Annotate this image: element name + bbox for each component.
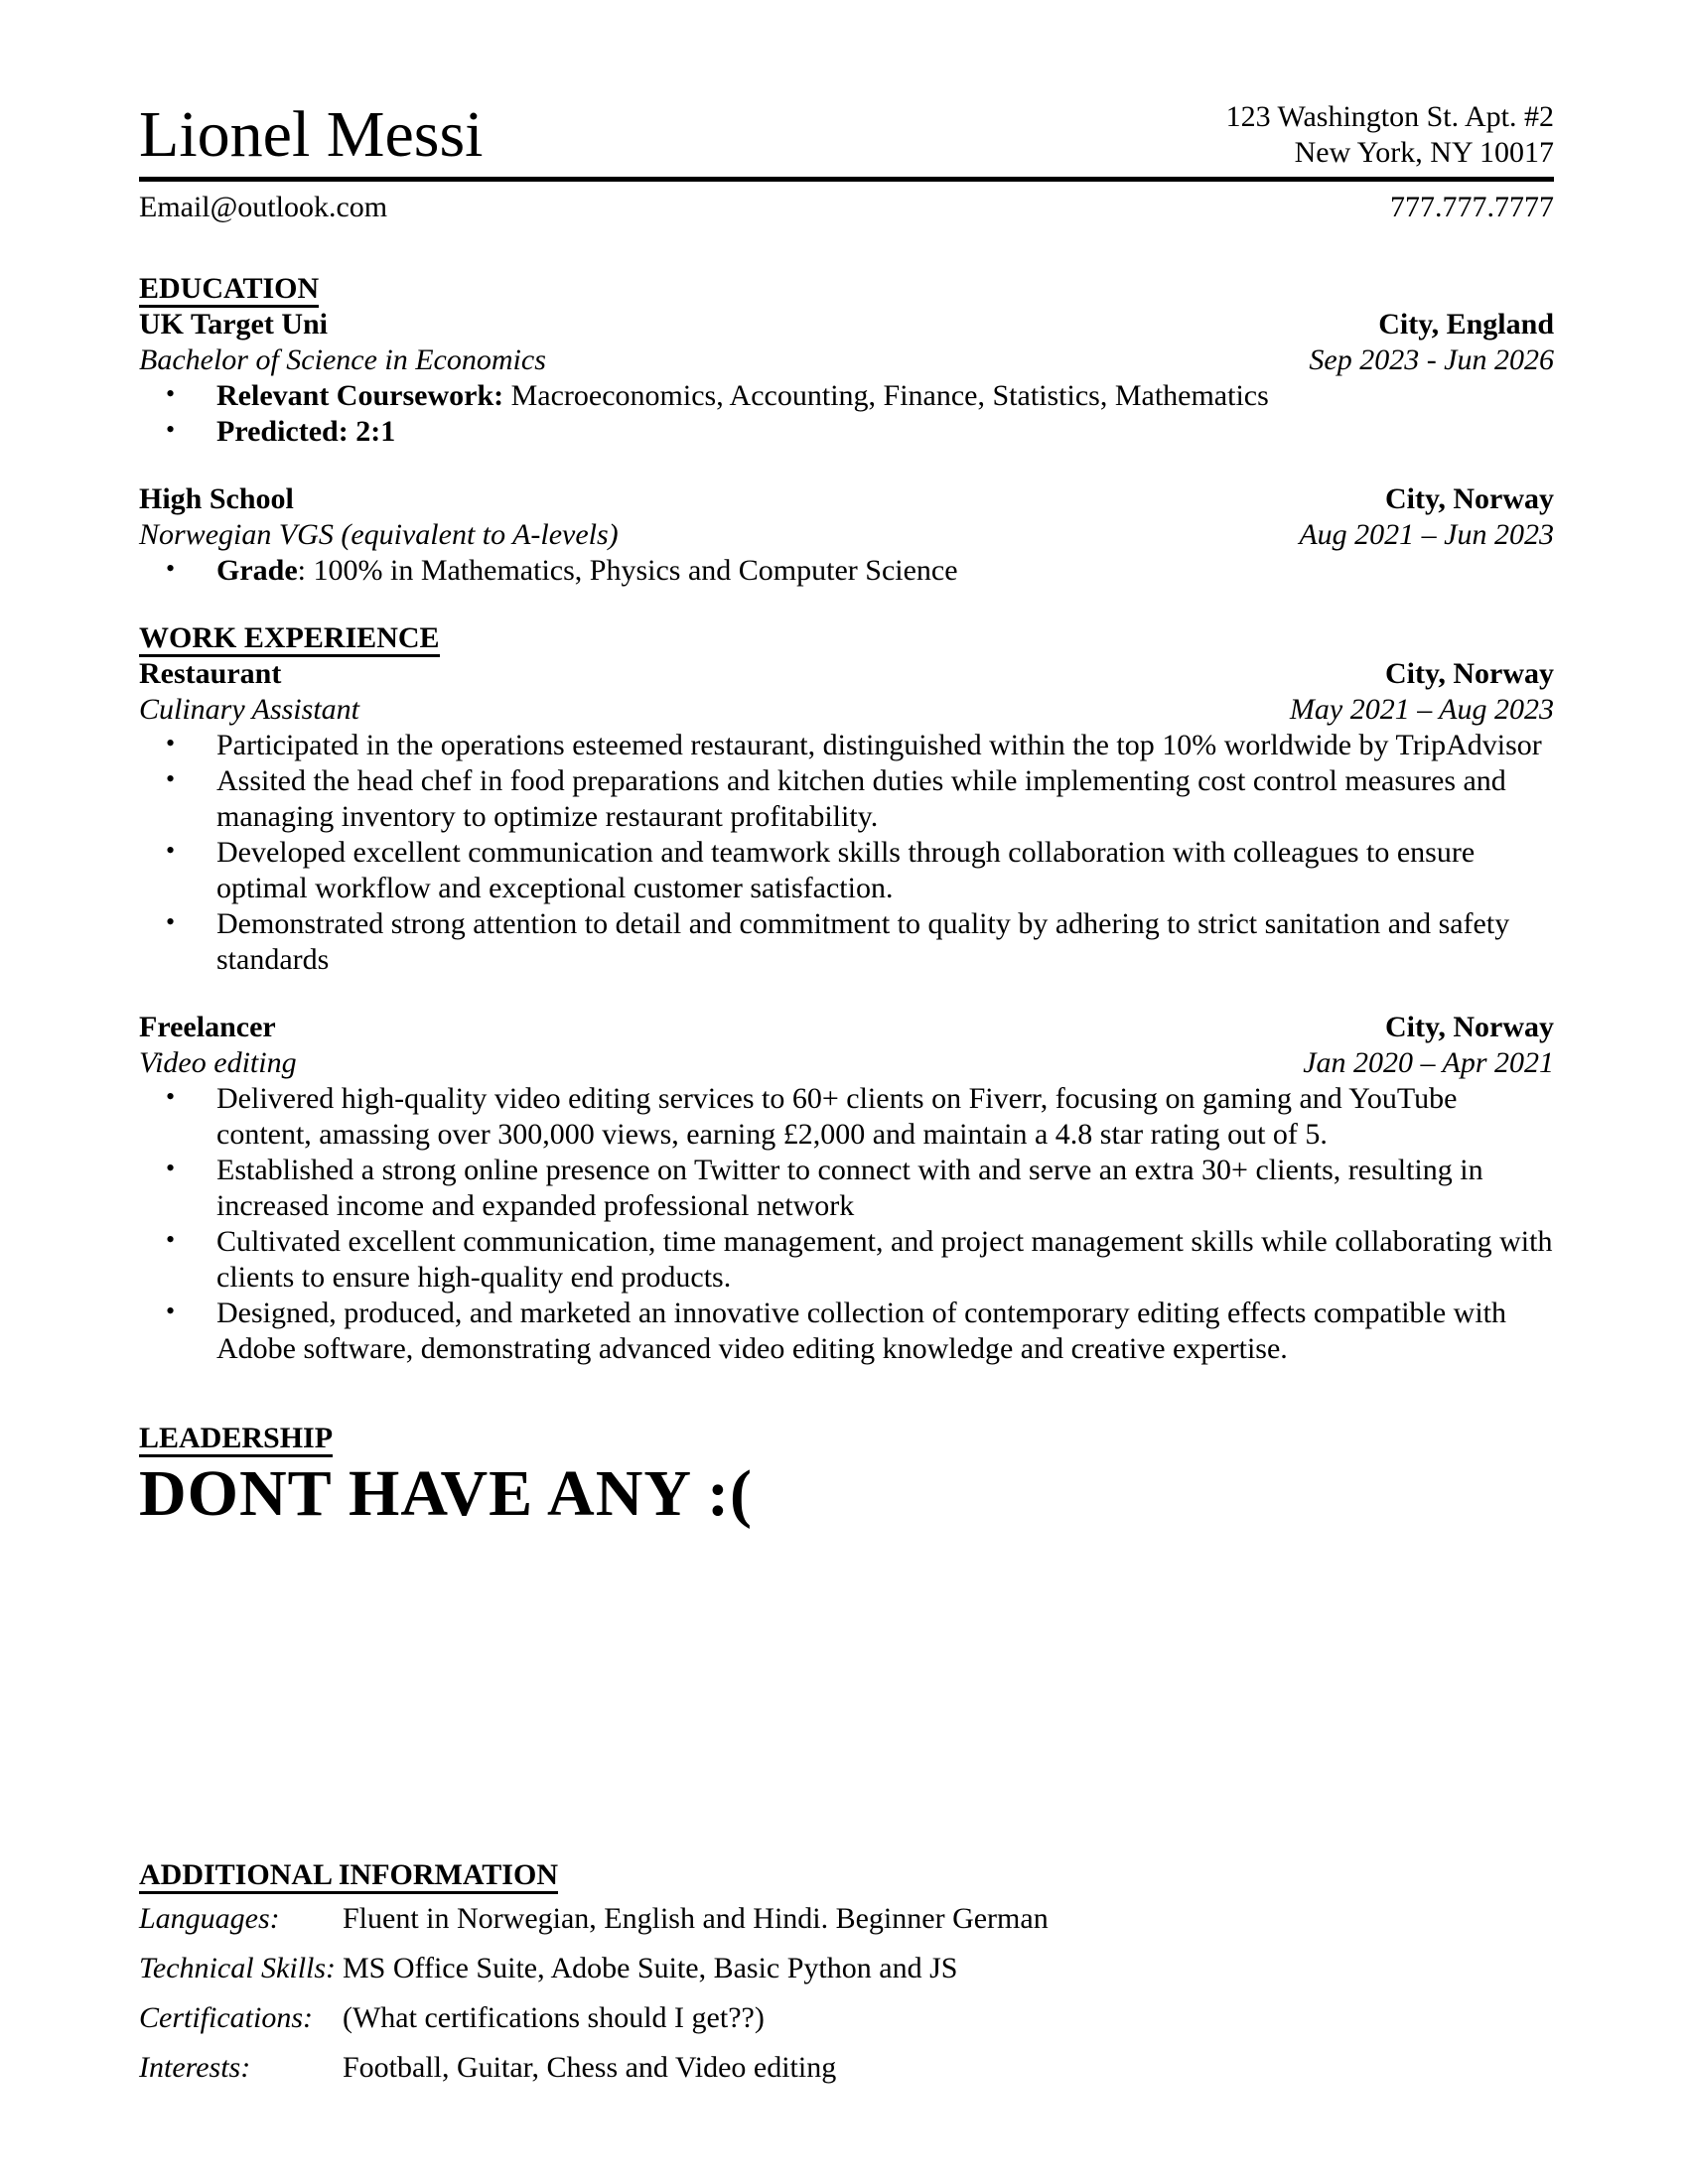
section-additional-information xyxy=(139,1857,1554,2086)
bullet-icon: • xyxy=(166,1225,176,1254)
leadership-heading: LEADERSHIP xyxy=(139,1424,333,1457)
header xyxy=(139,99,1554,171)
job-title: Culinary Assistant xyxy=(139,693,359,726)
address-line-1: 123 Washington St. Apt. #2 xyxy=(1225,100,1554,133)
job-subtitle-row xyxy=(139,692,1554,728)
school-title-row xyxy=(139,481,1554,517)
bullet-text: Designed, produced, and marketed an innovative collection of contemporary editing effects compatible with Adobe software, demonstrating advanced video editing knowledge and creative expertise. xyxy=(216,1297,1507,1365)
school-name: High School xyxy=(139,482,294,515)
list-item xyxy=(139,414,1554,450)
list-item xyxy=(139,553,1554,589)
bullet-bold-text: Predicted: 2:1 xyxy=(216,415,396,448)
job-location: City, Norway xyxy=(1385,657,1554,690)
info-value: MS Office Suite, Adobe Suite, Basic Python and JS xyxy=(343,1952,958,1984)
school-title-row xyxy=(139,307,1554,342)
section-leadership xyxy=(139,1421,1554,1532)
list-item xyxy=(139,378,1554,414)
job-dates: Jan 2020 – Apr 2021 xyxy=(1303,1046,1554,1079)
school-subtitle-row xyxy=(139,517,1554,553)
school-location: City, Norway xyxy=(1385,482,1554,515)
bullet-text: Developed excellent communication and teamwork skills through collaboration with colleagues to ensure optimal workflow and exceptional customer satisfaction. xyxy=(216,836,1476,904)
job-title-row xyxy=(139,1010,1554,1045)
leadership-heading-row xyxy=(139,1421,1554,1456)
job-title: Video editing xyxy=(139,1046,297,1079)
bullet-icon: • xyxy=(166,1297,176,1325)
additional-information-heading: ADDITIONAL INFORMATION xyxy=(139,1860,558,1894)
job-company: Restaurant xyxy=(139,657,282,690)
education-entry-highschool xyxy=(139,481,1554,589)
education-heading: EDUCATION xyxy=(139,274,319,308)
info-row-technical-skills xyxy=(139,1951,1554,1986)
list-item xyxy=(139,1081,1554,1153)
job-entry-freelancer xyxy=(139,1010,1554,1367)
school-degree: Norwegian VGS (equivalent to A-levels) xyxy=(139,518,619,551)
bullet-bold-text: Grade xyxy=(216,554,298,587)
bullet-icon: • xyxy=(166,1082,176,1111)
school-name: UK Target Uni xyxy=(139,308,329,341)
info-row-interests xyxy=(139,2050,1554,2086)
school-degree: Bachelor of Science in Economics xyxy=(139,343,546,376)
work-heading-row xyxy=(139,620,1554,656)
bullet-icon: • xyxy=(166,554,176,583)
info-value: Football, Guitar, Chess and Video editing xyxy=(343,2051,837,2084)
education-entry-uk xyxy=(139,307,1554,450)
bullet-icon: • xyxy=(166,1154,176,1182)
section-education xyxy=(139,271,1554,589)
list-item xyxy=(139,906,1554,978)
header-divider xyxy=(139,177,1554,182)
info-label: Languages: xyxy=(139,1902,280,1935)
job-title-row xyxy=(139,656,1554,692)
leadership-statement: DONT HAVE ANY :( xyxy=(139,1457,754,1530)
info-value: Fluent in Norwegian, English and Hindi. Beginner German xyxy=(343,1902,1049,1935)
list-item xyxy=(139,763,1554,835)
school-location: City, England xyxy=(1378,308,1554,341)
bullet-text: Assited the head chef in food preparations and kitchen duties while implementing cost control measures and managing inventory to optimize restaurant profitability. xyxy=(216,764,1506,833)
bullet-bold-text: Relevant Coursework: xyxy=(216,379,504,412)
list-item xyxy=(139,835,1554,906)
work-experience-heading: WORK EXPERIENCE xyxy=(139,623,440,657)
bullet-text: Cultivated excellent communication, time management, and project management skills while collaborating with clients to ensure high-quality end products. xyxy=(216,1225,1553,1294)
list-item xyxy=(139,728,1554,763)
education-heading-row xyxy=(139,271,1554,307)
info-label: Certifications: xyxy=(139,2001,313,2034)
job-company: Freelancer xyxy=(139,1011,276,1043)
info-value: (What certifications should I get??) xyxy=(343,2001,765,2034)
additional-info-table xyxy=(139,1901,1554,2086)
bullet-icon: • xyxy=(166,379,176,408)
section-work-experience xyxy=(139,620,1554,1367)
job-dates: May 2021 – Aug 2023 xyxy=(1289,693,1554,726)
contact-row xyxy=(139,190,1554,225)
job-entry-restaurant xyxy=(139,656,1554,978)
list-item xyxy=(139,1153,1554,1224)
phone-text: 777.777.7777 xyxy=(1390,191,1554,223)
school-dates: Aug 2021 – Jun 2023 xyxy=(1299,518,1554,551)
address-block xyxy=(1226,99,1554,171)
bullet-text: Established a strong online presence on Twitter to connect with and serve an extra 30+ clients, resulting in increased income and expanded professional network xyxy=(216,1154,1483,1222)
email-text: Email@outlook.com xyxy=(139,191,388,223)
additional-heading-row xyxy=(139,1857,1554,1893)
bullet-text: : 100% in Mathematics, Physics and Computer Science xyxy=(297,554,958,587)
bullet-icon: • xyxy=(166,415,176,444)
bullet-text: Macroeconomics, Accounting, Finance, Statistics, Mathematics xyxy=(503,379,1269,412)
bullet-text: Demonstrated strong attention to detail and commitment to quality by adhering to strict sanitation and safety standards xyxy=(216,907,1510,976)
job-subtitle-row xyxy=(139,1045,1554,1081)
info-row-languages xyxy=(139,1901,1554,1937)
bullet-icon: • xyxy=(166,729,176,757)
bullet-icon: • xyxy=(166,764,176,793)
school-dates: Sep 2023 - Jun 2026 xyxy=(1309,343,1554,376)
bullet-text: Participated in the operations esteemed restaurant, distinguished within the top 10% worldwide by TripAdvisor xyxy=(216,729,1542,761)
person-name: Lionel Messi xyxy=(139,98,484,171)
bullet-text: Delivered high-quality video editing services to 60+ clients on Fiverr, focusing on gaming and YouTube content, amassing over 300,000 views, earning £2,000 and maintain a 4.8 star rating out of 5. xyxy=(216,1082,1458,1151)
job-location: City, Norway xyxy=(1385,1011,1554,1043)
address-line-2: New York, NY 10017 xyxy=(1294,136,1554,169)
bullet-icon: • xyxy=(166,836,176,865)
list-item xyxy=(139,1224,1554,1296)
list-item xyxy=(139,1296,1554,1367)
bullet-icon: • xyxy=(166,907,176,936)
info-label: Interests: xyxy=(139,2051,251,2084)
info-label: Technical Skills: xyxy=(139,1952,337,1984)
school-subtitle-row xyxy=(139,342,1554,378)
info-row-certifications xyxy=(139,2000,1554,2036)
